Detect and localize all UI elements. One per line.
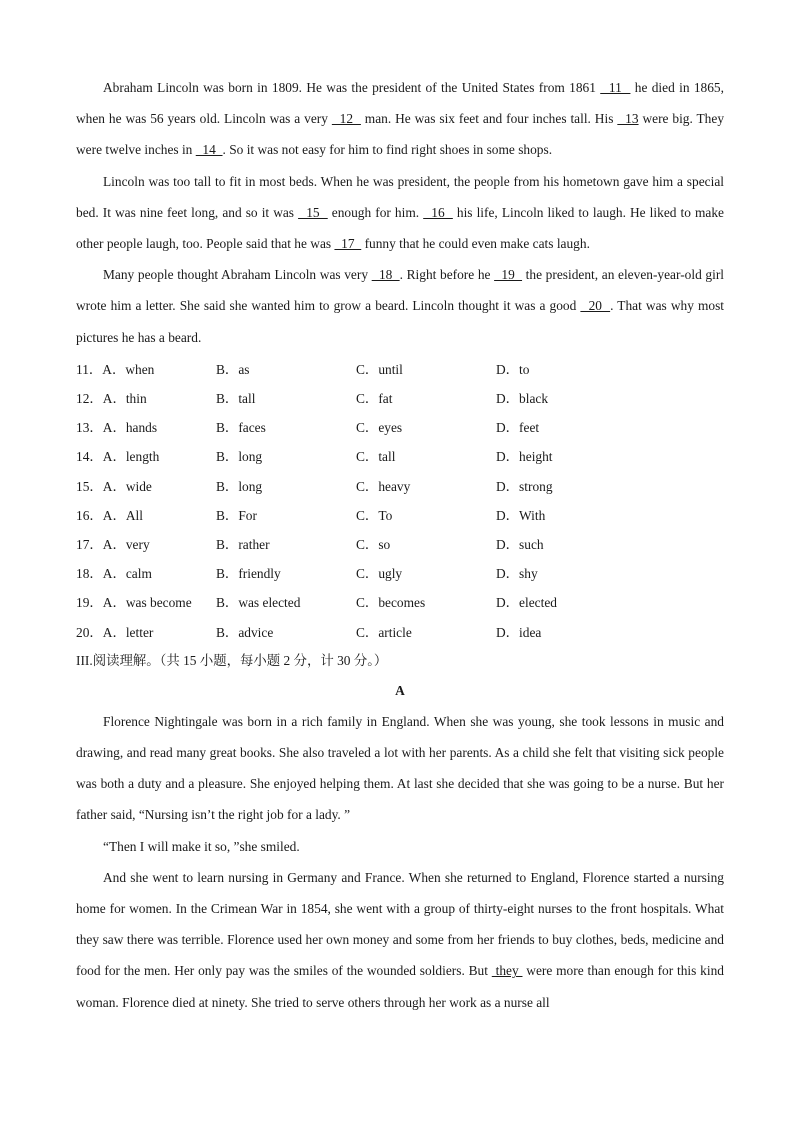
option-d: D．With [496, 507, 546, 523]
option-c: C．becomes [356, 595, 426, 611]
option-c: C．eyes [356, 420, 403, 436]
option-b: B．long [216, 449, 263, 465]
passage2-paragraph-2: “Then I will make it so, ”she smiled. [103, 838, 300, 854]
option-c: C．article [356, 624, 412, 640]
option-d: D．feet [496, 420, 540, 436]
answer-blank: 18 [371, 267, 400, 283]
answer-blank: 20 [580, 298, 611, 314]
answer-blank: 14 [195, 142, 223, 158]
answer-blank: 15 [298, 204, 328, 220]
passage2-paragraph-1: Florence Nightingale was born in a rich family in England. When she was young, she took lessons in music and drawing, and read many great books. She also traveled a lot with her parents. As a child she felt that visiting sick people was both a duty and a pleasure. She enjoyed helping them. At last she decided that she was going to be a nurse. But her father said, “Nursing isn’t the right job for a lady. ” [76, 713, 724, 823]
option-a: 20．A．letter [76, 624, 154, 640]
option-a: 17．A．very [76, 537, 150, 553]
option-c: C．heavy [356, 478, 411, 494]
answer-blank: 12 [331, 111, 361, 127]
option-b: B．friendly [216, 566, 281, 582]
option-a: 11．A．when [76, 361, 155, 377]
document-page [76, 72, 724, 1018]
option-b: B．long [216, 478, 263, 494]
passage-letter: A [395, 682, 405, 698]
question-row [76, 354, 724, 383]
option-a: 18．A．calm [76, 566, 152, 582]
passage1-paragraph-1: Abraham Lincoln was born in 1809. He was the president of the United States from 1861 11 he died in 1865, when he was 56 years old. Lincoln was a very 12 man. He was six feet and four inches tall. His 13 were big. They were twelve inches in 14 . So it was not easy for him to find right shoes in some shops. [76, 80, 725, 158]
option-d: D．black [496, 391, 549, 407]
question-row [76, 587, 724, 616]
option-a: 12．A．thin [76, 391, 147, 407]
question-row [76, 471, 724, 500]
answer-blank: 13 [617, 111, 639, 127]
option-c: C．so [356, 537, 391, 553]
question-row [76, 383, 724, 412]
option-d: D．strong [496, 478, 553, 494]
option-d: D．idea [496, 624, 542, 640]
option-c: C．fat [356, 391, 393, 407]
option-a: 19．A．was become [76, 595, 192, 611]
option-c: C．To [356, 507, 393, 523]
option-b: B．advice [216, 624, 274, 640]
answer-blank: 19 [494, 267, 523, 283]
answer-blank: 11 [600, 80, 631, 95]
question-row [76, 500, 724, 529]
answer-blank: 17 [334, 236, 362, 252]
option-d: D．such [496, 537, 544, 553]
answer-blank: they [491, 963, 523, 979]
passage2-paragraph-3: And she went to learn nursing in Germany and France. When she returned to England, Florence started a nursing home for women. In the Crimean War in 1854, she went with a group of thirty-eight nurses to the front hospitals. What they saw there was terrible. Florence used her own money and some from her friends to buy clothes, beds, medicine and food for the men. Her only pay was the smiles of the wounded soldiers. But they were more than enough for this kind woman. Florence died at ninety. She tried to serve others through her work as a nurse all [76, 869, 724, 1010]
option-a: 16．A．All [76, 507, 143, 523]
question-row [76, 558, 724, 587]
option-b: B．tall [216, 391, 256, 407]
question-row [76, 412, 724, 441]
option-b: B．faces [216, 420, 266, 436]
option-c: C．ugly [356, 566, 403, 582]
option-c: C．until [356, 361, 403, 377]
option-d: D．to [496, 361, 530, 377]
passage1-paragraph-3: Many people thought Abraham Lincoln was very 18 . Right before he 19 the president, an eleven-year-old girl wrote him a letter. She said she wanted him to grow a beard. Lincoln thought it was a good 20 . That was why most pictures he has a beard. [76, 267, 725, 345]
question-row [76, 617, 724, 646]
option-d: D．shy [496, 566, 538, 582]
question-list [76, 354, 724, 646]
option-a: 14．A．length [76, 449, 160, 465]
answer-blank: 16 [423, 204, 453, 220]
option-a: 13．A．hands [76, 420, 158, 436]
option-c: C．tall [356, 449, 396, 465]
question-row [76, 441, 724, 470]
option-b: B．rather [216, 537, 270, 553]
passage1-paragraph-2: Lincoln was too tall to fit in most beds. When he was president, the people from his hometown gave him a special bed. It was nine feet long, and so it was 15 enough for him. 16 his life, Lincoln liked to laugh. He liked to make other people laugh, too. People said that he was 17 funny that he could even make cats laugh. [76, 173, 724, 252]
section-title: III.阅读理解。（共 15 小题，每小题 2 分，计 30 分。） [76, 652, 388, 668]
option-a: 15．A．wide [76, 478, 152, 494]
option-d: D．elected [496, 595, 557, 611]
option-b: B．as [216, 361, 250, 377]
option-b: B．For [216, 507, 257, 523]
question-row [76, 529, 724, 558]
option-b: B．was elected [216, 595, 301, 611]
option-d: D．height [496, 449, 553, 465]
